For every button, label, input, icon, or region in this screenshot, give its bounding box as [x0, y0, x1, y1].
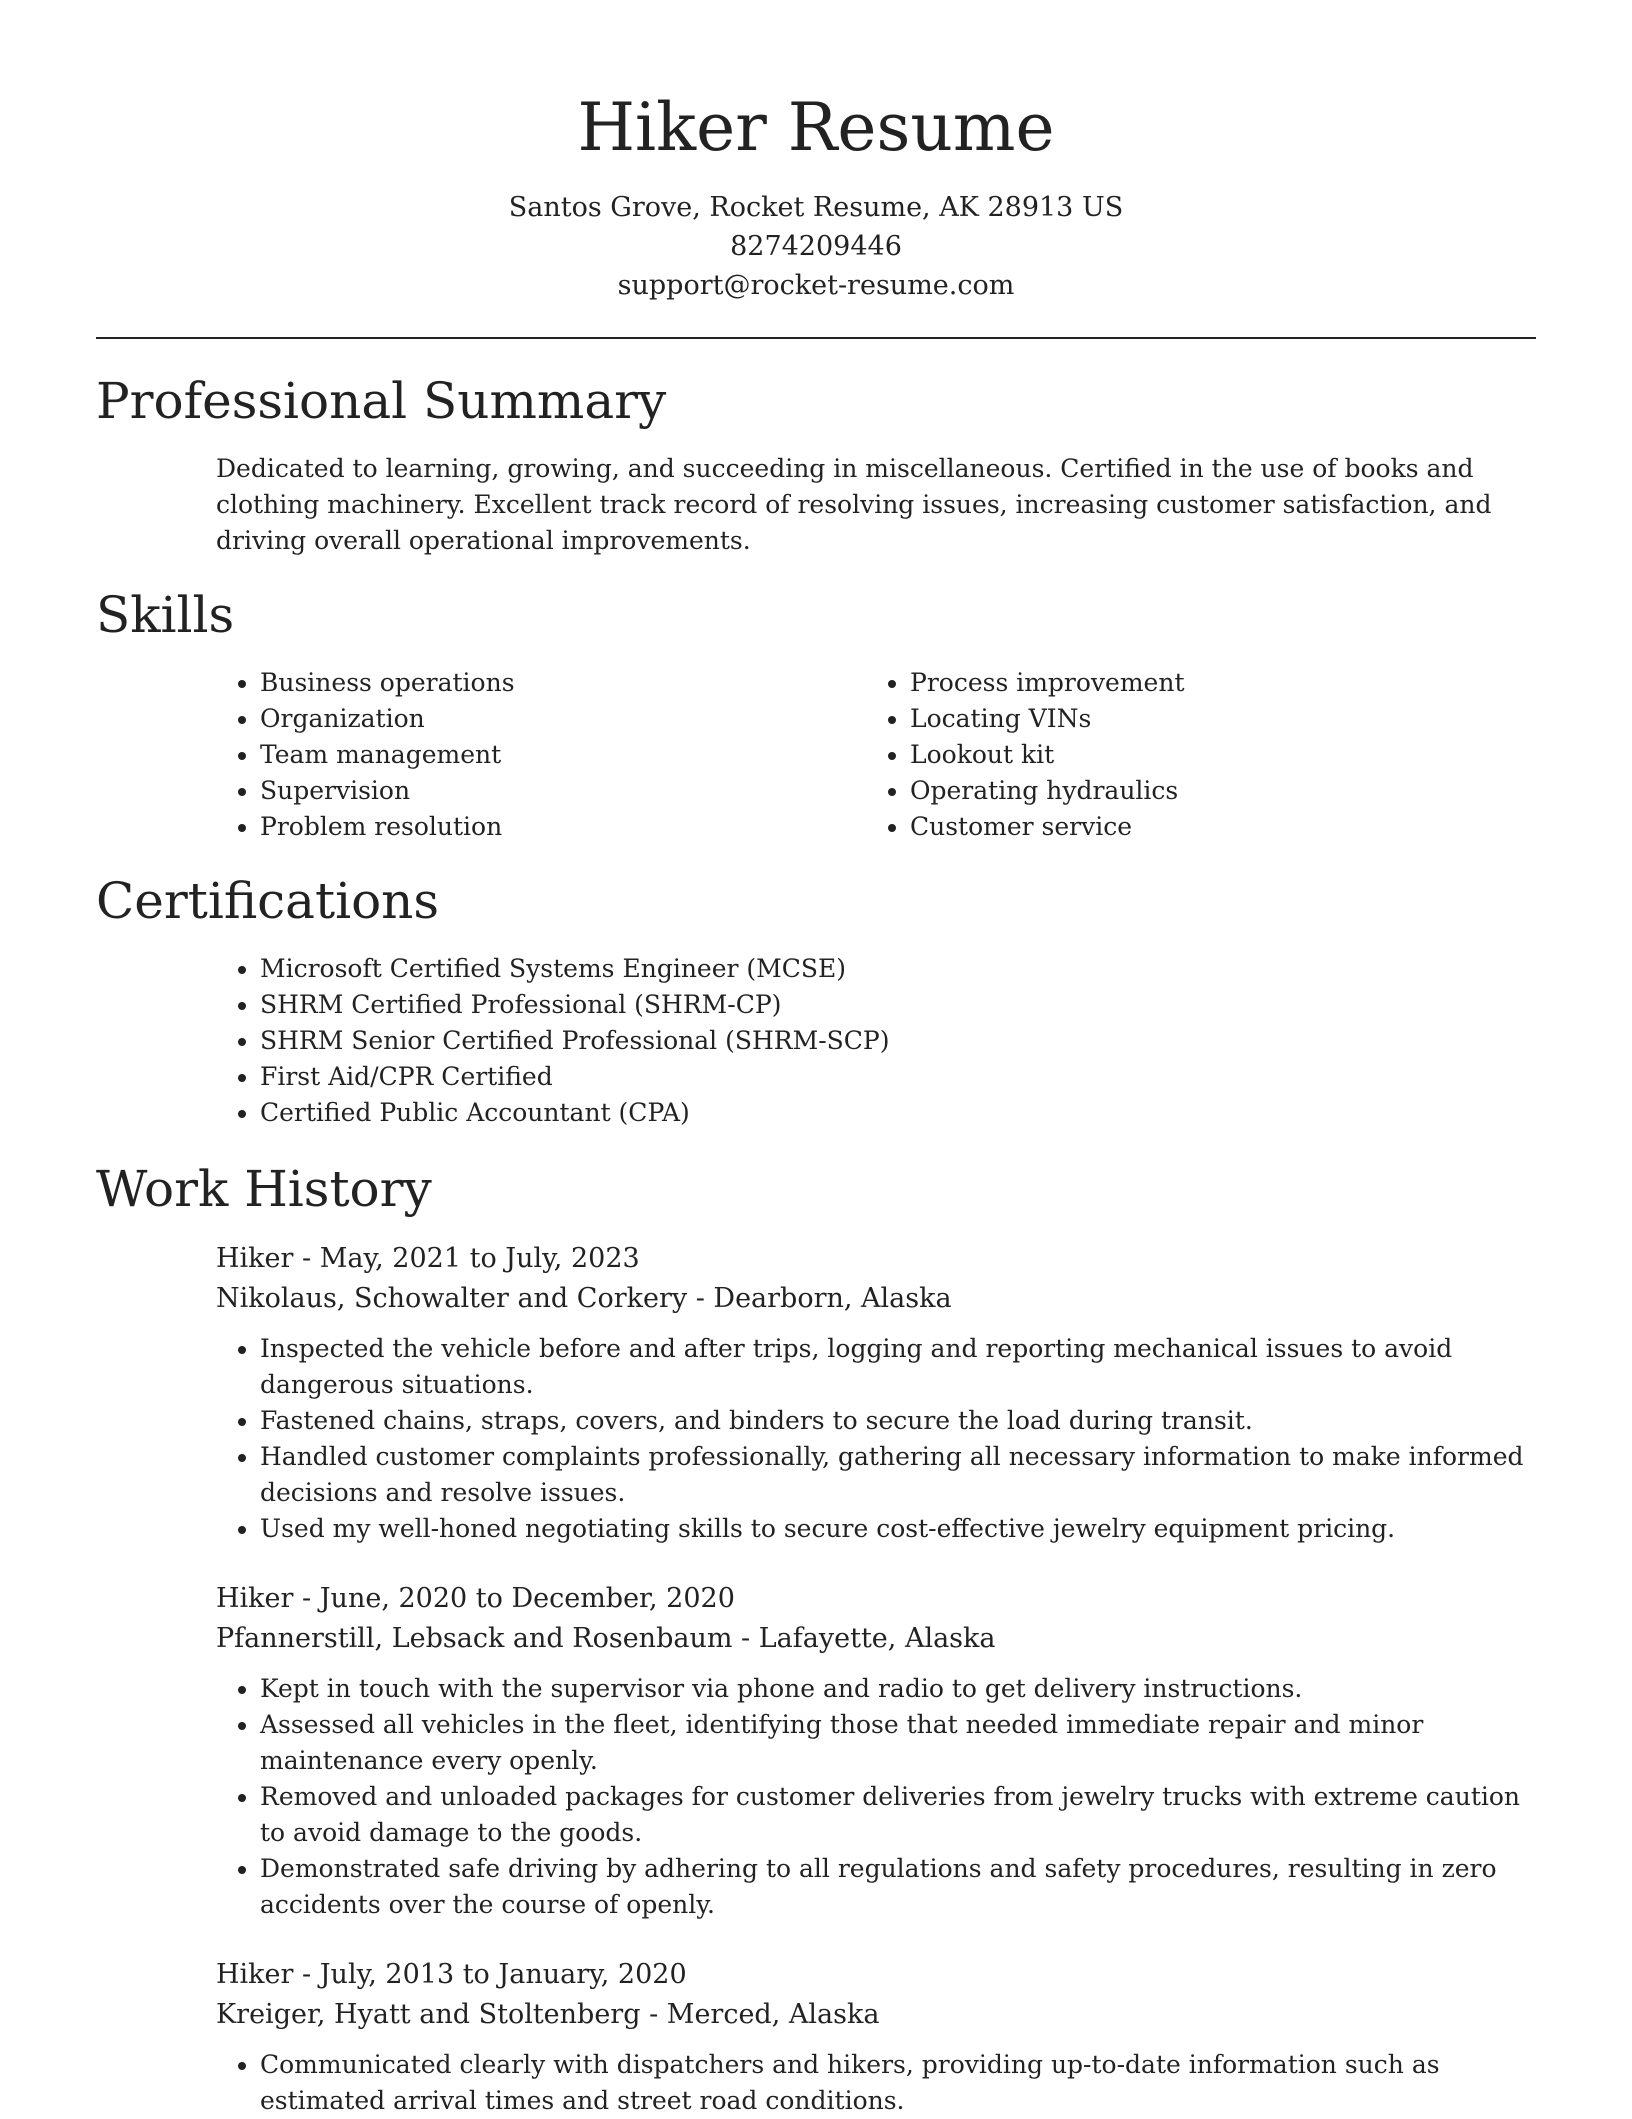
skill-item: • Customer service — [910, 809, 1516, 845]
job-title-line: Hiker - July, 2013 to January, 2020 — [216, 1959, 687, 1990]
certifications-wrap — [216, 951, 1536, 1131]
certifications-list — [216, 951, 1536, 1131]
skill-item: • Operating hydraulics — [910, 773, 1516, 809]
job-title: Hiker — [216, 1583, 294, 1614]
job-dates: June, 2020 to December, 2020 — [319, 1583, 735, 1614]
job-title: Hiker — [216, 1243, 294, 1274]
contact-email: support@rocket-resume.com — [617, 270, 1015, 301]
job-bullet: • Inspected the vehicle before and after trips, logging and reporting mechanical issues to avoid dangerous situations. — [260, 1331, 1536, 1403]
certification-item: • Microsoft Certified Systems Engineer (MCSE) — [260, 951, 1536, 987]
skill-item: • Team management — [260, 737, 866, 773]
job-bullet: • Assessed all vehicles in the fleet, identifying those that needed immediate repair and minor maintenance every openly. — [260, 1707, 1536, 1779]
contact-address: Santos Grove, Rocket Resume, AK 28913 US — [508, 192, 1124, 223]
job-title-line: Hiker - May, 2021 to July, 2023 — [216, 1243, 640, 1274]
job-location: Merced, Alaska — [666, 1999, 880, 2030]
certification-item: • First Aid/CPR Certified — [260, 1059, 1536, 1095]
certification-item: • Certified Public Accountant (CPA) — [260, 1095, 1536, 1131]
contact-phone: 8274209446 — [730, 231, 902, 262]
skills-section — [96, 583, 1536, 845]
job-bullet: • Communicated clearly with dispatchers and hikers, providing up-to-date information such as estimated arrival times and street road conditions. — [260, 2047, 1536, 2119]
certification-item: • SHRM Senior Certified Professional (SHRM-SCP) — [260, 1023, 1536, 1059]
skills-columns — [216, 665, 1536, 845]
job-entry — [216, 1955, 1536, 2119]
job-title: Hiker — [216, 1959, 294, 1990]
job-title-line: Hiker - June, 2020 to December, 2020 — [216, 1583, 735, 1614]
employer-line: Pfannerstill, Lebsack and Rosenbaum - Lafayette, Alaska — [216, 1623, 996, 1654]
skill-item: • Lookout kit — [910, 737, 1516, 773]
job-location: Lafayette, Alaska — [758, 1623, 996, 1654]
job-location: Dearborn, Alaska — [713, 1283, 952, 1314]
job-bullet: • Removed and unloaded packages for customer deliveries from jewelry trucks with extreme caution to avoid damage to the goods. — [260, 1779, 1536, 1851]
skill-item: • Supervision — [260, 773, 866, 809]
skill-item: • Locating VINs — [910, 701, 1516, 737]
job-bullets — [216, 1331, 1536, 1547]
skill-item: • Process improvement — [910, 665, 1516, 701]
header-divider — [96, 337, 1536, 339]
skill-item: • Business operations — [260, 665, 866, 701]
job-bullet: • Kept in touch with the supervisor via phone and radio to get delivery instructions. — [260, 1671, 1536, 1707]
job-entry — [216, 1239, 1536, 1547]
job-entry — [216, 1579, 1536, 1923]
company-name: Kreiger, Hyatt and Stoltenberg — [216, 1999, 641, 2030]
certifications-section — [96, 869, 1536, 1131]
job-bullet: • Used my well-honed negotiating skills to secure cost-effective jewelry equipment pricing. — [260, 1511, 1536, 1547]
skill-item: • Organization — [260, 701, 866, 737]
summary-title: Professional Summary — [96, 372, 667, 430]
job-bullets — [216, 2047, 1536, 2119]
resume-name: Hiker Resume — [577, 89, 1055, 166]
skills-list-left — [216, 665, 866, 845]
skills-title: Skills — [96, 586, 235, 644]
job-dates: May, 2021 to July, 2023 — [319, 1243, 640, 1274]
employer-line: Kreiger, Hyatt and Stoltenberg - Merced, Alaska — [216, 1999, 880, 2030]
skills-column-left — [216, 665, 866, 845]
company-name: Pfannerstill, Lebsack and Rosenbaum — [216, 1623, 733, 1654]
skills-list-right — [866, 665, 1516, 845]
contact-block — [96, 188, 1536, 305]
job-bullet: • Demonstrated safe driving by adhering to all regulations and safety procedures, resulting in zero accidents over the course of openly. — [260, 1851, 1536, 1923]
job-bullet: • Handled customer complaints professionally, gathering all necessary information to make informed decisions and resolve issues. — [260, 1439, 1536, 1511]
summary-section — [96, 369, 1536, 559]
employer-line: Nikolaus, Schowalter and Corkery - Dearborn, Alaska — [216, 1283, 952, 1314]
work-history-section — [96, 1157, 1536, 2119]
summary-text: Dedicated to learning, growing, and succeeding in miscellaneous. Certified in the use of books and clothing machinery. Excellent track record of resolving issues, increasing customer satisfaction, and driving overall operational improvements. — [216, 454, 1492, 555]
skill-item: • Problem resolution — [260, 809, 866, 845]
certification-item: • SHRM Certified Professional (SHRM-CP) — [260, 987, 1536, 1023]
job-bullet: • Fastened chains, straps, covers, and binders to secure the load during transit. — [260, 1403, 1536, 1439]
job-dates: July, 2013 to January, 2020 — [319, 1959, 687, 1990]
certifications-title: Certifications — [96, 872, 440, 930]
resume-header — [96, 0, 1536, 305]
work-history-title: Work History — [96, 1160, 432, 1218]
company-name: Nikolaus, Schowalter and Corkery — [216, 1283, 688, 1314]
skills-column-right — [866, 665, 1516, 845]
job-bullets — [216, 1671, 1536, 1923]
